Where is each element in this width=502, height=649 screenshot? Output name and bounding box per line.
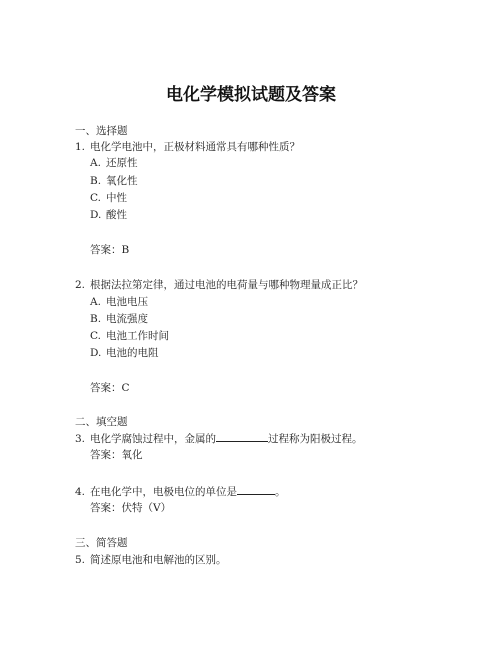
option-letter: B. bbox=[90, 313, 102, 325]
option-text: 电池的电阻 bbox=[106, 347, 159, 359]
question-text-after: 过程称为阳极过程。 bbox=[268, 433, 363, 445]
question-5 bbox=[75, 553, 227, 567]
option-2c bbox=[90, 329, 169, 343]
option-letter: C. bbox=[90, 192, 101, 204]
option-1c bbox=[90, 191, 127, 205]
question-text: 电化学电池中，正极材料通常具有哪种性质？ bbox=[90, 141, 300, 153]
option-text: 氧化性 bbox=[106, 175, 138, 187]
answer-blank bbox=[237, 484, 275, 495]
option-letter: A. bbox=[90, 296, 101, 308]
option-letter: C. bbox=[90, 330, 101, 342]
question-text: 简述原电池和电解池的区别。 bbox=[90, 554, 227, 566]
question-text-before: 在电化学中，电极电位的单位是 bbox=[90, 486, 237, 498]
option-letter: D. bbox=[90, 347, 102, 359]
option-1d bbox=[90, 208, 127, 222]
option-text: 电池电压 bbox=[106, 296, 148, 308]
answer-1: 答案：B bbox=[90, 244, 130, 256]
question-number: 1. bbox=[75, 141, 86, 153]
option-text: 中性 bbox=[106, 192, 127, 204]
question-text-after: 。 bbox=[275, 486, 286, 498]
option-text: 酸性 bbox=[106, 209, 127, 221]
answer-blank bbox=[216, 431, 268, 442]
question-number: 5. bbox=[75, 554, 86, 566]
option-1a bbox=[90, 156, 138, 170]
answer-4: 答案：伏特（V） bbox=[90, 502, 172, 514]
question-2 bbox=[75, 278, 363, 292]
question-text-before: 电化学腐蚀过程中，金属的 bbox=[90, 433, 216, 445]
question-number: 3. bbox=[75, 433, 86, 445]
option-text: 电流强度 bbox=[106, 313, 148, 325]
section-heading-choice: 一、选择题 bbox=[75, 125, 128, 137]
question-number: 4. bbox=[75, 486, 86, 498]
option-1b bbox=[90, 174, 138, 188]
answer-3: 答案：氧化 bbox=[90, 449, 143, 461]
option-2b bbox=[90, 312, 148, 326]
option-2d bbox=[90, 346, 159, 360]
answer-2: 答案：C bbox=[90, 382, 130, 394]
section-heading-short-answer: 三、简答题 bbox=[75, 537, 128, 549]
option-letter: B. bbox=[90, 175, 102, 187]
option-2a bbox=[90, 295, 148, 309]
question-text: 根据法拉第定律，通过电池的电荷量与哪种物理量成正比？ bbox=[90, 279, 363, 291]
document-title: 电化学模拟试题及答案 bbox=[166, 85, 336, 105]
question-4 bbox=[75, 484, 286, 499]
option-letter: D. bbox=[90, 209, 102, 221]
question-1 bbox=[75, 140, 300, 154]
section-heading-fill: 二、填空题 bbox=[75, 416, 128, 428]
option-letter: A. bbox=[90, 157, 101, 169]
question-3 bbox=[75, 431, 363, 446]
option-text: 电池工作时间 bbox=[106, 330, 169, 342]
option-text: 还原性 bbox=[106, 157, 138, 169]
question-number: 2. bbox=[75, 279, 86, 291]
